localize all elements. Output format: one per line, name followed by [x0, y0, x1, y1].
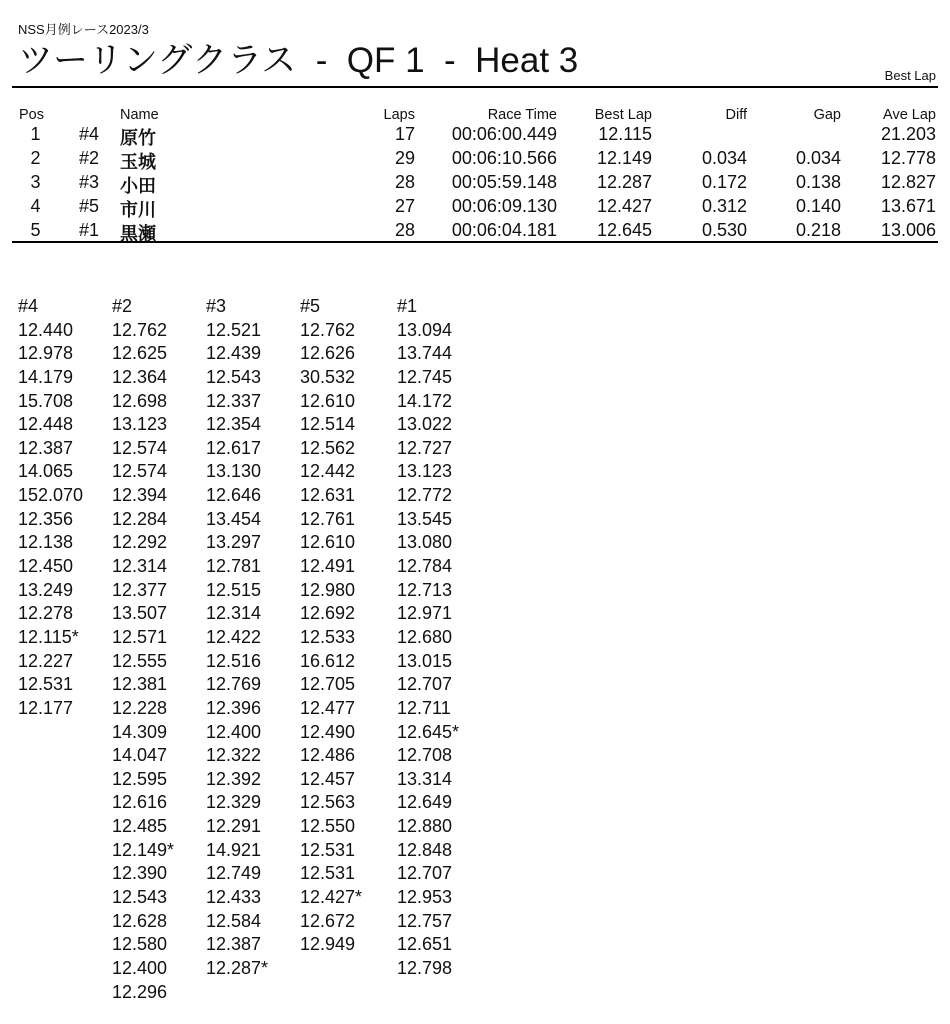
lap-time-value: 12.953 [397, 887, 453, 908]
pos-cell: 4 [30, 196, 41, 216]
lap-column-header: #1 [397, 296, 418, 316]
lap-column [397, 295, 459, 981]
ave-lap-cell: 12.827 [880, 172, 936, 192]
driver-name-cell: 小田 [120, 176, 156, 196]
lap-time-value: 12.645* [397, 721, 460, 742]
gap-cell: 0.140 [795, 196, 841, 216]
lap-time-value: 13.015 [397, 650, 453, 671]
lap-column [300, 295, 362, 957]
lap-time-value: 12.772 [397, 485, 453, 506]
lap-time-value: 12.354 [206, 414, 262, 435]
lap-column-header: #2 [112, 296, 133, 316]
lap-time-value: 14.921 [206, 839, 262, 860]
lap-time-value: 12.628 [112, 910, 168, 931]
ave-lap-cell: 21.203 [880, 124, 936, 144]
best-lap-cell: 12.115 [598, 124, 652, 144]
results-header-row [0, 107, 950, 125]
lap-time-value: 12.727 [397, 437, 453, 458]
lap-time-value: 12.543 [206, 366, 262, 387]
best-lap-cell: 12.427 [596, 196, 652, 216]
lap-column [206, 295, 268, 981]
lap-time-value: 12.457 [300, 768, 356, 789]
lap-time-value: 12.617 [206, 437, 262, 458]
lap-time-value: 12.448 [18, 414, 74, 435]
lap-time-value: 152.070 [18, 485, 84, 506]
lap-time-value: 13.507 [112, 603, 168, 624]
header-rule [12, 86, 938, 88]
col-header-pos: Pos [19, 107, 44, 123]
lap-time-value: 12.287* [206, 957, 269, 978]
lap-time-value: 12.390 [112, 863, 168, 884]
best-lap-cell: 12.287 [596, 172, 652, 192]
driver-name-cell: 市川 [120, 200, 156, 220]
lap-column-header: #5 [300, 296, 321, 316]
lap-column-header: #4 [18, 296, 39, 316]
race-time-cell: 00:06:00.449 [451, 124, 557, 144]
lap-time-value: 12.978 [18, 343, 74, 364]
lap-time-value: 14.172 [397, 390, 453, 411]
lap-time-value: 12.227 [18, 650, 74, 671]
lap-time-value: 12.433 [206, 887, 262, 908]
pos-cell: 3 [30, 172, 41, 192]
car-number-cell: #3 [78, 172, 99, 192]
lap-time-value: 12.440 [18, 319, 74, 340]
pos-cell: 2 [30, 148, 41, 168]
race-time-cell: 00:05:59.148 [451, 172, 557, 192]
lap-time-value: 14.047 [112, 745, 168, 766]
table-row [0, 196, 950, 220]
lap-time-value: 13.744 [397, 343, 453, 364]
diff-cell: 0.312 [701, 196, 747, 216]
lap-time-value: 12.394 [112, 485, 168, 506]
lap-time-value: 12.616 [112, 792, 168, 813]
gap-cell: 0.034 [795, 148, 841, 168]
lap-time-value: 12.442 [300, 461, 356, 482]
lap-time-value: 12.708 [397, 745, 453, 766]
col-header-race-time: Race Time [487, 107, 557, 123]
race-subtitle: NSS月例レース2023/3 [18, 22, 149, 37]
col-header-ave-lap: Ave Lap [883, 107, 936, 123]
lap-time-value: 12.761 [300, 508, 356, 529]
lap-time-value: 12.562 [300, 437, 356, 458]
lap-time-value: 12.563 [300, 792, 356, 813]
lap-time-value: 15.708 [18, 390, 74, 411]
lap-time-value: 12.880 [397, 816, 453, 837]
lap-time-value: 12.364 [112, 366, 168, 387]
lap-time-value: 12.631 [300, 485, 356, 506]
laps-cell: 28 [394, 220, 415, 240]
lap-time-value: 12.550 [300, 816, 356, 837]
lap-time-value: 12.329 [206, 792, 262, 813]
lap-time-value: 12.672 [300, 910, 356, 931]
lap-time-value: 12.762 [300, 319, 356, 340]
lap-time-value: 12.427* [300, 887, 363, 908]
lap-time-value: 12.400 [206, 721, 262, 742]
lap-time-value: 12.291 [206, 816, 262, 837]
col-header-best-lap: Best Lap [594, 107, 652, 123]
best-lap-cell: 12.645 [596, 220, 652, 240]
laps-cell: 27 [394, 196, 415, 216]
lap-time-value: 12.322 [206, 745, 262, 766]
car-number-cell: #1 [78, 220, 99, 240]
diff-cell: 0.530 [701, 220, 747, 240]
lap-time-value: 12.626 [300, 343, 356, 364]
lap-time-value: 12.680 [397, 626, 453, 647]
lap-time-value: 12.769 [206, 674, 262, 695]
lap-time-value: 13.454 [206, 508, 262, 529]
lap-time-value: 12.531 [18, 674, 74, 695]
lap-time-value: 12.521 [206, 319, 262, 340]
table-row [0, 124, 950, 148]
lap-time-value: 14.179 [18, 366, 74, 387]
lap-time-value: 12.356 [18, 508, 74, 529]
best-lap-cell: 12.149 [596, 148, 652, 168]
lap-time-value: 12.491 [300, 556, 356, 577]
lap-time-value: 13.123 [112, 414, 168, 435]
lap-time-value: 30.532 [300, 366, 356, 387]
lap-time-value: 12.278 [18, 603, 74, 624]
lap-time-value: 12.138 [18, 532, 74, 553]
lap-time-value: 12.387 [18, 437, 74, 458]
lap-time-value: 12.646 [206, 485, 262, 506]
lap-time-value: 12.711 [397, 697, 451, 718]
lap-time-value: 13.123 [397, 461, 453, 482]
col-header-laps: Laps [383, 107, 415, 123]
lap-time-value: 16.612 [300, 650, 356, 671]
lap-time-value: 13.080 [397, 532, 453, 553]
lap-time-value: 12.516 [206, 650, 262, 671]
gap-cell: 0.218 [795, 220, 841, 240]
lap-time-value: 13.297 [206, 532, 262, 553]
lap-time-value: 12.980 [300, 579, 356, 600]
lap-time-value: 13.094 [397, 319, 453, 340]
driver-name-cell: 玉城 [120, 152, 156, 172]
car-number-cell: #2 [78, 148, 99, 168]
gap-cell: 0.138 [795, 172, 841, 192]
lap-time-value: 12.392 [206, 768, 262, 789]
lap-time-value: 12.781 [206, 556, 262, 577]
lap-time-value: 14.065 [18, 461, 74, 482]
lap-time-value: 12.422 [206, 626, 262, 647]
lap-column-header: #3 [206, 296, 227, 316]
driver-name-cell: 黒瀬 [120, 224, 156, 244]
lap-time-value: 12.296 [112, 981, 168, 1002]
lap-time-value: 12.555 [112, 650, 168, 671]
lap-time-value: 12.477 [300, 697, 356, 718]
driver-name-cell: 原竹 [120, 128, 156, 148]
lap-time-value: 12.115* [18, 626, 79, 647]
lap-time-value: 12.707 [397, 863, 453, 884]
lap-time-value: 14.309 [112, 721, 168, 742]
lap-time-value: 12.651 [397, 934, 453, 955]
ave-lap-cell: 13.671 [880, 196, 936, 216]
pos-cell: 1 [30, 124, 41, 144]
lap-time-value: 12.439 [206, 343, 262, 364]
lap-time-value: 12.574 [112, 461, 168, 482]
lap-time-value: 12.514 [300, 414, 356, 435]
page-title: ツーリングクラス - QF 1 - Heat 3 [18, 41, 579, 80]
lap-time-value: 12.314 [206, 603, 262, 624]
lap-column [112, 295, 174, 1004]
lap-time-value: 12.798 [397, 957, 453, 978]
lap-time-value: 12.486 [300, 745, 356, 766]
lap-time-value: 12.784 [397, 556, 453, 577]
lap-time-value: 12.381 [112, 674, 168, 695]
lap-time-value: 12.848 [397, 839, 453, 860]
car-number-cell: #4 [78, 124, 99, 144]
pos-cell: 5 [30, 220, 41, 240]
ave-lap-cell: 12.778 [880, 148, 936, 168]
lap-time-value: 12.584 [206, 910, 262, 931]
lap-time-value: 12.314 [112, 556, 168, 577]
lap-time-value: 12.387 [206, 934, 262, 955]
lap-column [18, 295, 83, 721]
car-number-cell: #5 [78, 196, 99, 216]
lap-time-value: 12.228 [112, 697, 168, 718]
lap-time-value: 12.377 [112, 579, 168, 600]
lap-time-value: 12.284 [112, 508, 168, 529]
race-time-cell: 00:06:10.566 [451, 148, 557, 168]
lap-time-value: 12.531 [300, 839, 356, 860]
diff-cell: 0.034 [701, 148, 747, 168]
table-bottom-rule [12, 241, 938, 243]
lap-time-value: 12.337 [206, 390, 262, 411]
laps-cell: 28 [394, 172, 415, 192]
lap-time-value: 12.450 [18, 556, 74, 577]
lap-time-value: 12.707 [397, 674, 453, 695]
lap-time-value: 12.971 [397, 603, 453, 624]
lap-time-value: 12.149* [112, 839, 175, 860]
lap-time-value: 13.545 [397, 508, 453, 529]
race-time-cell: 00:06:09.130 [451, 196, 557, 216]
best-lap-label: Best Lap [884, 68, 936, 83]
lap-time-value: 12.571 [112, 626, 168, 647]
lap-time-value: 12.745 [397, 366, 453, 387]
laps-cell: 29 [394, 148, 415, 168]
lap-time-value: 12.713 [397, 579, 453, 600]
lap-time-value: 12.177 [18, 697, 74, 718]
lap-time-value: 13.022 [397, 414, 453, 435]
lap-time-value: 13.249 [18, 579, 74, 600]
lap-time-value: 12.543 [112, 887, 168, 908]
lap-time-value: 12.574 [112, 437, 168, 458]
lap-time-value: 13.130 [206, 461, 262, 482]
col-header-diff: Diff [725, 107, 747, 123]
col-header-gap: Gap [813, 107, 841, 123]
lap-time-value: 12.949 [300, 934, 356, 955]
lap-time-value: 12.749 [206, 863, 262, 884]
ave-lap-cell: 13.006 [880, 220, 936, 240]
lap-time-value: 12.400 [112, 957, 168, 978]
lap-time-value: 12.610 [300, 532, 356, 553]
lap-time-value: 12.292 [112, 532, 168, 553]
lap-time-value: 12.396 [206, 697, 262, 718]
lap-time-value: 12.692 [300, 603, 356, 624]
lap-time-value: 12.625 [112, 343, 168, 364]
lap-time-value: 12.698 [112, 390, 168, 411]
table-row [0, 172, 950, 196]
lap-time-value: 12.649 [397, 792, 453, 813]
lap-time-value: 12.490 [300, 721, 356, 742]
lap-time-value: 12.762 [112, 319, 168, 340]
race-time-cell: 00:06:04.181 [451, 220, 557, 240]
diff-cell: 0.172 [701, 172, 747, 192]
lap-time-value: 12.595 [112, 768, 168, 789]
lap-time-value: 12.580 [112, 934, 168, 955]
col-header-name: Name [120, 107, 159, 123]
lap-time-value: 12.705 [300, 674, 356, 695]
lap-time-value: 12.610 [300, 390, 356, 411]
lap-time-value: 12.485 [112, 816, 168, 837]
lap-time-value: 13.314 [397, 768, 453, 789]
lap-time-value: 12.531 [300, 863, 356, 884]
table-row [0, 148, 950, 172]
lap-time-value: 12.515 [206, 579, 262, 600]
lap-time-value: 12.757 [397, 910, 453, 931]
lap-time-value: 12.533 [300, 626, 356, 647]
laps-cell: 17 [394, 124, 415, 144]
